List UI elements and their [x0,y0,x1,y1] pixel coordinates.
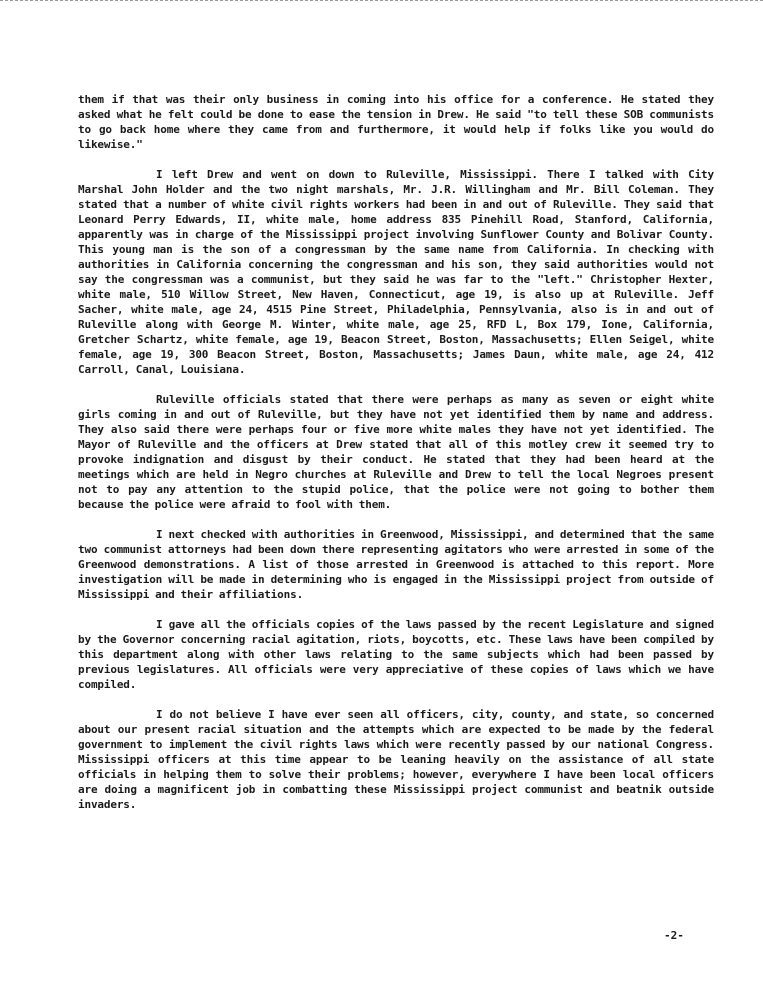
page-number: -2- [664,929,684,942]
paragraph-3: Ruleville officials stated that there were perhaps as many as seven or eight white girls coming in and out of Ruleville, but they have not yet identified them by name and address. They also said there were perhaps four or five more white males they have not yet identified. The Mayor of Ruleville and the officers at Drew stated that all of this motley crew it seemed try to provoke indignation and disgust by their conduct. He stated that they had been heard at the meetings which are held in Negro churches at Ruleville and Drew to tell the local Negroes present not to pay any attention to the stupid police, that the police were not going to bother them because the police were afraid to fool with them. [78,393,714,511]
paragraph-2: I left Drew and went on down to Ruleville, Mississippi. There I talked with City Marshal John Holder and the two night marshals, Mr. J.R. Willingham and Mr. Bill Coleman. They stated that a number of white civil rights workers had been in and out of Ruleville. They said that Leonard Perry Edwards, II, white male, home address 835 Pinehill Road, Stanford, California, apparently was in charge of the Mississippi project involving Sunflower County and Bolivar County. This young man is the son of a congressman by the same name from California. In checking with authorities in California concerning the congressman and his son, they said authorities would not say the congressman was a communist, but they said he was far to the "left." Christopher Hexter, white male, 510 Willow Street, New Haven, Connecticut, age 19, is also up at Ruleville. Jeff Sacher, white male, age 24, 4515 Pine Street, Philadelphia, Pennsylvania, also is in and out of Ruleville along with George M. Winter, white male, age 25, RFD L, Box 179, Ione, California, Gretcher Schartz, white female, age 19, Beacon Street, Boston, Massachusetts; Ellen Seigel, white female, age 19, 300 Beacon Street, Boston, Massachusetts; James Daun, white male, age 24, 412 Carroll, Canal, Louisiana. [78,168,714,376]
page-top-edge [0,0,763,1]
paragraph-6: I do not believe I have ever seen all officers, city, county, and state, so concerned about our present racial situation and the attempts which are expected to be made by the federal government to implement the civil rights laws which were recently passed by our national Congress. Mississippi officers at this time appear to be leaning heavily on the assistance of all state officials in helping them to solve their problems; however, everywhere I have been local officers are doing a magnificent job in combatting these Mississippi project communist and beatnik outside invaders. [78,708,714,811]
paragraph-1: them if that was their only business in coming into his office for a conference. He stated they asked what he felt could be done to ease the tension in Drew. He said "to tell these SOB communists to go back home where they came from and furthermore, it would help if folks like you would do likewise." [78,93,714,151]
paragraph-5: I gave all the officials copies of the laws passed by the recent Legislature and signed by the Governor concerning racial agitation, riots, boycotts, etc. These laws have been compiled by this department along with other laws relating to the same subjects which had been passed by previous legislatures. All officials were very appreciative of these copies of laws which we have compiled. [78,618,714,691]
paragraph-4: I next checked with authorities in Greenwood, Mississippi, and determined that the same two communist attorneys had been down there representing agitators who were arrested in some of the Greenwood demonstrations. A list of those arrested in Greenwood is attached to this report. More investigation will be made in determining who is engaged in the Mississippi project from outside of Mississippi and their affiliations. [78,528,714,601]
document-page [78,92,714,827]
